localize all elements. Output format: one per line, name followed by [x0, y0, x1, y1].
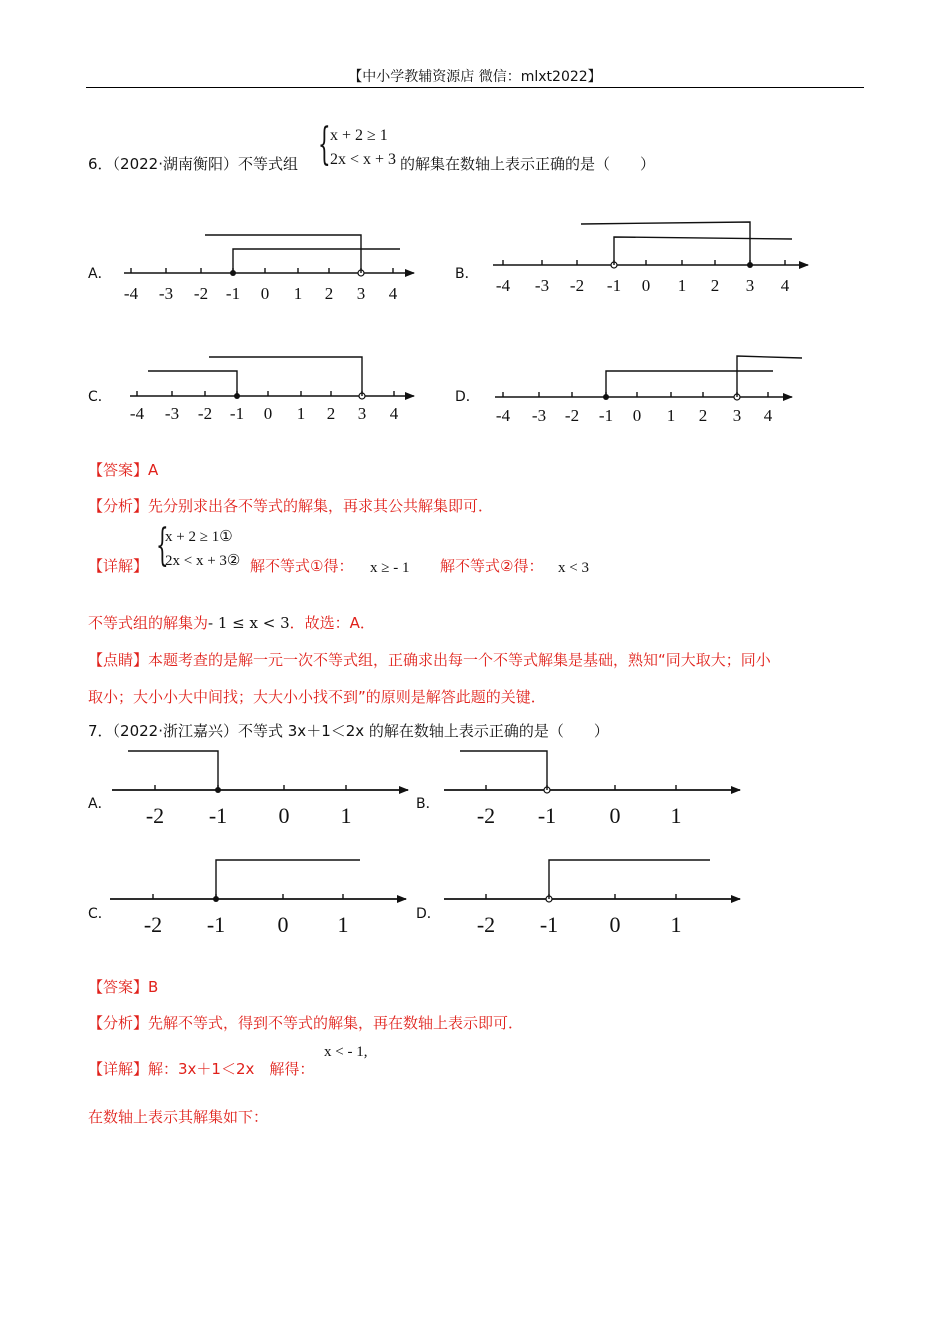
q6-detail-result2: x < 3	[558, 560, 589, 576]
q6-a-tick-label: 4	[388, 284, 398, 303]
q7-b-ticks	[477, 785, 682, 828]
q6-solution	[88, 612, 375, 633]
q7-a-tick-label: -2	[145, 803, 165, 828]
q6-a-tick-label: -3	[158, 284, 174, 303]
q6-b-tick-label: 4	[780, 276, 790, 295]
q7-detail-tag: 【详解】	[88, 1060, 149, 1078]
q6-sys-line1: x + 2 ≥ 1	[330, 127, 388, 144]
q7-c-tick-label: 0	[277, 912, 289, 937]
q6-c-tick-label: -4	[129, 404, 145, 423]
q7-d-bracket	[549, 860, 710, 899]
q7-c-tick-label: -1	[206, 912, 226, 937]
q6-d-tick-label: -2	[564, 406, 580, 425]
q7-answer-value: B	[148, 978, 159, 996]
q7-number: 7．	[88, 722, 113, 740]
q7-detail	[88, 1058, 314, 1079]
q6-b-bracket-upper	[581, 222, 750, 265]
q6-sys-line2: 2x < x + 3	[330, 151, 397, 168]
q6-answer-tag: 【答案】	[88, 461, 149, 479]
q7-option-c-numberline	[110, 860, 406, 902]
q6-d-tick-label: -3	[531, 406, 547, 425]
q6-detail-text2: 解不等式②得：	[440, 557, 544, 575]
q6-b-tick-label: -2	[569, 276, 585, 295]
q6-a-tick-label: -2	[193, 284, 209, 303]
q6-c-tick-label: 1	[296, 404, 306, 423]
q6-b-tick-label: 3	[745, 276, 755, 295]
q7-option-b-label: B．	[416, 796, 440, 812]
q6-b-tick-label: 1	[677, 276, 687, 295]
q7-option-d-label: D．	[416, 906, 441, 922]
q7-stem-text: 不等式 3x＋1＜2x 的解在数轴上表示正确的是（ ）	[238, 722, 609, 740]
q7-a-bracket	[128, 751, 218, 790]
q6-a-tick-label: -4	[123, 284, 139, 303]
q7-analysis-tag: 【分析】	[88, 1014, 149, 1032]
q7-a-tick-label: 0	[278, 803, 290, 828]
q6-a-tick-label: 0	[260, 284, 270, 303]
q6-option-b-label: B．	[455, 266, 479, 282]
q6-a-tick-label: 1	[293, 284, 303, 303]
q7-b-bracket	[460, 751, 547, 790]
q6-analysis	[88, 495, 493, 516]
q7-answer	[88, 976, 158, 997]
page-header: 【中小学教辅资源店 微信：mlxt2022】	[348, 69, 602, 85]
q6-b-tick-label: 2	[710, 276, 720, 295]
q6-system-brace: {	[318, 119, 331, 170]
q6-comment-text1: 本题考查的是解一元一次不等式组，正确求出每一个不等式解集是基础，熟知“同大取大；同小	[148, 651, 771, 669]
q6-detail-brace: {	[156, 520, 169, 571]
q6-c-tick-label: -1	[229, 404, 245, 423]
q6-stem-pre: 不等式组	[238, 155, 299, 173]
q6-a-tick-label: 2	[324, 284, 334, 303]
q7-option-d-numberline	[444, 860, 740, 902]
q6-b-bracket-lower	[614, 237, 792, 265]
q6-d-tick-label: -4	[495, 406, 511, 425]
q6-answer-value: A	[148, 461, 159, 479]
q6-c-bracket-left	[148, 371, 237, 396]
q7-c-tick-label: -2	[143, 912, 163, 937]
q6-a-tick-label: -1	[225, 284, 241, 303]
q7-d-ticks	[477, 894, 682, 937]
q7-d-tick-label: 0	[609, 912, 621, 937]
q6-c-tick-label: 2	[326, 404, 336, 423]
q6-option-a-label: A．	[88, 266, 112, 282]
q6-detail-tag: 【详解】	[88, 557, 149, 575]
q7-analysis-text: 先解不等式，得到不等式的解集，再在数轴上表示即可．	[148, 1014, 524, 1032]
q7-source: （2022·浙江嘉兴）	[112, 722, 238, 740]
q6-detail-result1: x ≥ - 1	[370, 560, 410, 576]
q6-d-bracket-lower	[606, 371, 773, 397]
q7-c-tick-label: 1	[337, 912, 349, 937]
q6-c-tick-label: -2	[197, 404, 213, 423]
q6-solution-pre: 不等式组的解集为	[88, 614, 209, 632]
q6-solution-math: - 1 ≤ x < 3	[208, 614, 290, 632]
q6-comment-tag: 【点睛】	[88, 651, 149, 669]
q6-analysis-tag: 【分析】	[88, 497, 149, 515]
q6-option-d-numberline	[495, 356, 802, 400]
q7-b-tick-label: 0	[609, 803, 621, 828]
q6-detail-text1: 解不等式①得：	[250, 557, 354, 575]
q6-analysis-text: 先分别求出各不等式的解集，再求其公共解集即可．	[148, 497, 494, 515]
q6-d-tick-label: 0	[632, 406, 642, 425]
q7-a-tick-label: 1	[340, 803, 352, 828]
q6-c-tick-label: 4	[389, 404, 399, 423]
q6-d-tick-label: 2	[698, 406, 708, 425]
q6-d-tick-label: 3	[732, 406, 742, 425]
q6-d-bracket-upper	[737, 356, 802, 397]
q7-b-tick-label: -1	[537, 803, 557, 828]
q7-stem	[88, 720, 609, 741]
q6-c-tick-label: -3	[164, 404, 180, 423]
q7-option-a-label: A．	[88, 796, 112, 812]
q6-c-tick-label: 0	[263, 404, 273, 423]
q6-comment-line1	[88, 649, 771, 670]
q6-a-bracket-upper	[205, 235, 361, 273]
q6-b-tick-label: 0	[641, 276, 651, 295]
q6-a-tick-label: 3	[356, 284, 366, 303]
q6-option-b-numberline	[493, 222, 808, 268]
q6-d-tick-label: 4	[763, 406, 773, 425]
q6-stem-post: 的解集在数轴上表示正确的是（ ）	[400, 155, 656, 173]
q7-option-c-label: C．	[88, 906, 112, 922]
q6-c-tick-label: 3	[357, 404, 367, 423]
q6-d-tick-label: 1	[666, 406, 676, 425]
q6-b-tick-label: -1	[606, 276, 622, 295]
q6-source: （2022·湖南衡阳）	[112, 155, 238, 173]
q6-answer	[88, 459, 158, 480]
q7-a-ticks	[146, 785, 352, 828]
q6-option-d-label: D．	[455, 389, 480, 405]
q7-answer-tag: 【答案】	[88, 978, 149, 996]
q6-detail-sys2: 2x < x + 3②	[165, 553, 241, 569]
q7-d-tick-label: -1	[539, 912, 559, 937]
q6-comment-line2: 取小；大小小大中间找；大大小小找不到”的原则是解答此题的关键．	[88, 688, 546, 706]
q7-b-tick-label: 1	[670, 803, 682, 828]
q7-detail-text: 解：3x＋1＜2x 解得：	[148, 1060, 315, 1078]
q7-option-b-numberline	[444, 751, 740, 793]
q7-c-ticks	[144, 894, 349, 937]
q7-a-tick-label: -1	[208, 803, 228, 828]
q6-b-tick-label: -4	[495, 276, 511, 295]
q7-detail-result: x < - 1,	[324, 1044, 368, 1060]
q7-d-tick-label: 1	[670, 912, 682, 937]
q6-a-bracket-lower	[233, 249, 400, 273]
q7-analysis	[88, 1012, 523, 1033]
q6-c-bracket-right	[209, 357, 362, 396]
q6-option-c-label: C．	[88, 389, 112, 405]
q6-number: 6．	[88, 155, 113, 173]
q6-d-tick-label: -1	[598, 406, 614, 425]
q6-solution-post: ．故选：A．	[289, 614, 375, 632]
q6-option-a-numberline	[124, 235, 414, 276]
q7-c-bracket	[216, 860, 360, 899]
q7-option-a-numberline	[112, 751, 408, 793]
q7-b-tick-label: -2	[476, 803, 496, 828]
q6-b-tick-label: -3	[534, 276, 550, 295]
q7-d-tick-label: -2	[476, 912, 496, 937]
q7-final: 在数轴上表示其解集如下：	[88, 1108, 269, 1126]
q6-detail-sys1: x + 2 ≥ 1①	[165, 529, 233, 545]
q6-detail-system	[165, 525, 240, 573]
